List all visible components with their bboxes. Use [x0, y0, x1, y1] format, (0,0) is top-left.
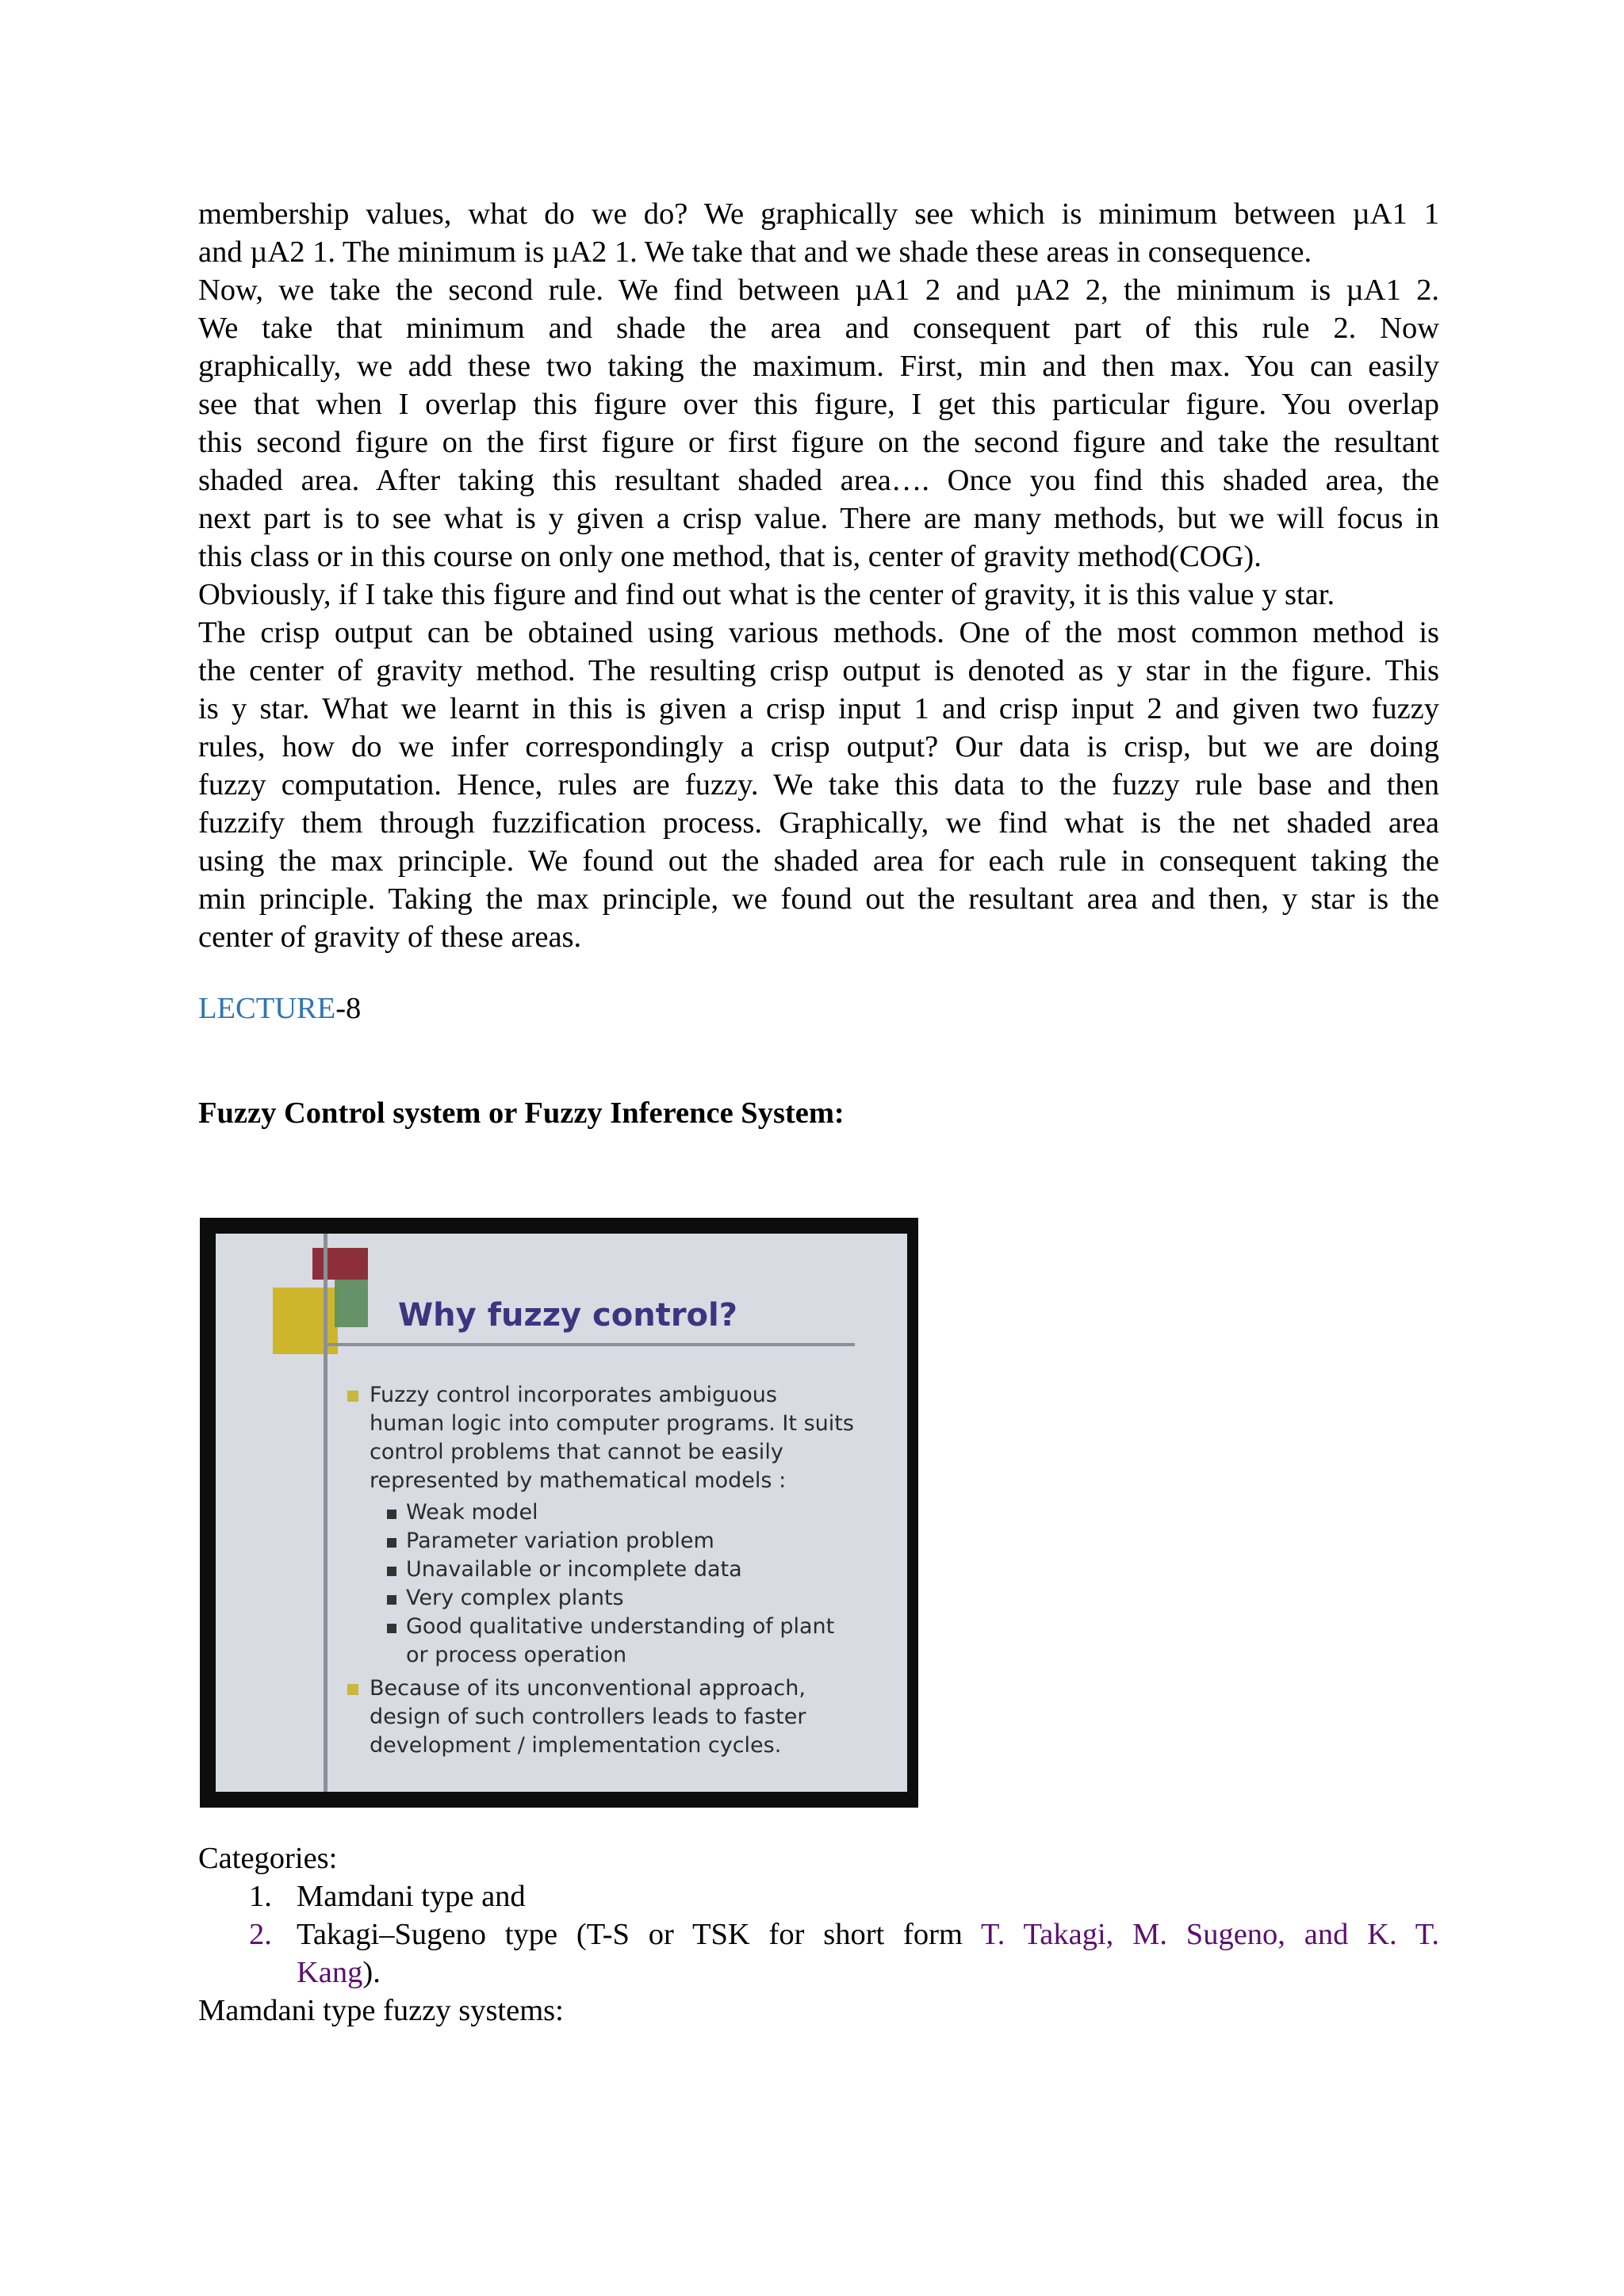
category-item [198, 1915, 1439, 1992]
slide-sub-list [347, 1498, 855, 1670]
slide-title: Why fuzzy control? [398, 1297, 737, 1334]
slide-sub-text: Good qualitative understanding of plant or process operation [406, 1614, 835, 1667]
paragraph-line: fuzzy computation. Hence, rules are fuzzy. We take this data to the fuzzy rule base and then [198, 768, 1439, 802]
slide-sub-item [387, 1613, 855, 1670]
bullet-square-icon [387, 1510, 396, 1519]
paragraph-line: see that when I overlap this figure over this figure, I get this particular figure. You overlap [198, 388, 1439, 421]
paragraph-line: the center of gravity method. The resulting crisp output is denoted as y star in the figure. This [198, 654, 1439, 687]
authors-link[interactable]: T. Takagi, M. Sugeno, and K. T. [981, 1918, 1439, 1951]
slide-content [216, 1234, 907, 1792]
paragraph-line: We take that minimum and shade the area and consequent part of this rule 2. Now [198, 312, 1439, 345]
lecture-heading [198, 989, 361, 1027]
category-text-line [297, 1915, 1439, 1954]
mamdani-heading: Mamdani type fuzzy systems: [198, 1994, 564, 2027]
authors-link[interactable]: Kang [297, 1956, 363, 1989]
category-number: 1. [249, 1880, 272, 1913]
lecture-number: -8 [335, 992, 362, 1025]
slide-image [200, 1218, 918, 1808]
slide-bullet-text: Because of its unconventional approach, design of such controllers leads to faster development / implementation cycles. [370, 1676, 806, 1758]
paragraph-line: The crisp output can be obtained using various methods. One of the most common method is [198, 616, 1439, 649]
decor-horizontal-line [324, 1343, 855, 1346]
category-text-line [297, 1956, 381, 1989]
paragraph-line: is y star. What we learnt in this is given a crisp input 1 and crisp input 2 and given two fuzzy [198, 692, 1439, 725]
bullet-square-icon [387, 1567, 396, 1576]
slide-sub-item [387, 1527, 855, 1556]
paragraph-line: this class or in this course on only one method, that is, center of gravity method(COG). [198, 540, 1262, 573]
bullet-square-icon [387, 1624, 396, 1633]
category-item [198, 1877, 1439, 1915]
category-text: Mamdani type and [297, 1880, 526, 1913]
category-text-end: ). [362, 1956, 381, 1989]
decor-square-red [312, 1248, 368, 1280]
bullet-square-icon [347, 1391, 358, 1402]
bullet-square-icon [347, 1684, 358, 1695]
paragraph-line: min principle. Taking the max principle, we found out the resultant area and then, y star is the [198, 882, 1439, 916]
categories-list [198, 1877, 1439, 1992]
slide-bullet [347, 1674, 855, 1760]
bullet-square-icon [387, 1538, 396, 1548]
slide-bullet [347, 1381, 855, 1495]
slide-sub-text: Very complex plants [406, 1586, 624, 1610]
slide-sub-item [387, 1556, 855, 1584]
categories-heading: Categories: [198, 1842, 338, 1875]
decor-square-green [335, 1280, 368, 1327]
slide-sub-text: Parameter variation problem [406, 1529, 714, 1553]
paragraph-line: graphically, we add these two taking the maximum. First, min and then max. You can easily [198, 350, 1439, 383]
bullet-square-icon [387, 1595, 396, 1605]
paragraph-line: rules, how do we infer correspondingly a crisp output? Our data is crisp, but we are doing [198, 730, 1439, 763]
document-page [198, 195, 1439, 2027]
paragraph-line: membership values, what do we do? We graphically see which is minimum between µA1 1 [198, 197, 1439, 231]
paragraph-line: Obviously, if I take this figure and find out what is the center of gravity, it is this value y star. [198, 578, 1335, 611]
paragraph-line: shaded area. After taking this resultant shaded area…. Once you find this shaded area, the [198, 464, 1439, 497]
body-paragraph [198, 195, 1439, 956]
categories-section [198, 1839, 1439, 2030]
decor-vertical-line [324, 1234, 327, 1792]
slide-sub-text: Weak model [406, 1500, 538, 1525]
paragraph-line: and µA2 1. The minimum is µA2 1. We take that and we shade these areas in consequence. [198, 235, 1312, 269]
slide-body [347, 1381, 855, 1760]
paragraph-line: Now, we take the second rule. We find between µA1 2 and µA2 2, the minimum is µA1 2. [198, 274, 1439, 307]
paragraph-line: center of gravity of these areas. [198, 920, 582, 954]
paragraph-line: this second figure on the first figure or first figure on the second figure and take the resultant [198, 426, 1439, 459]
slide-bullet-text: Fuzzy control incorporates ambiguous human logic into computer programs. It suits control problems that cannot be easily represented by mathematical models : [370, 1383, 854, 1493]
paragraph-line: fuzzify them through fuzzification process. Graphically, we find what is the net shaded area [198, 806, 1439, 840]
slide-sub-item [387, 1584, 855, 1613]
category-number: 2. [249, 1918, 272, 1951]
lecture-link[interactable]: LECTURE [198, 992, 336, 1025]
section-title: Fuzzy Control system or Fuzzy Inference System: [198, 1096, 845, 1130]
paragraph-line: next part is to see what is y given a crisp value. There are many methods, but we will focus in [198, 502, 1439, 535]
slide-sub-text: Unavailable or incomplete data [406, 1557, 742, 1582]
slide-sub-item [387, 1498, 855, 1527]
category-text: Takagi–Sugeno type (T-S or TSK for short form [297, 1918, 963, 1951]
paragraph-line: using the max principle. We found out the shaded area for each rule in consequent taking the [198, 844, 1439, 878]
